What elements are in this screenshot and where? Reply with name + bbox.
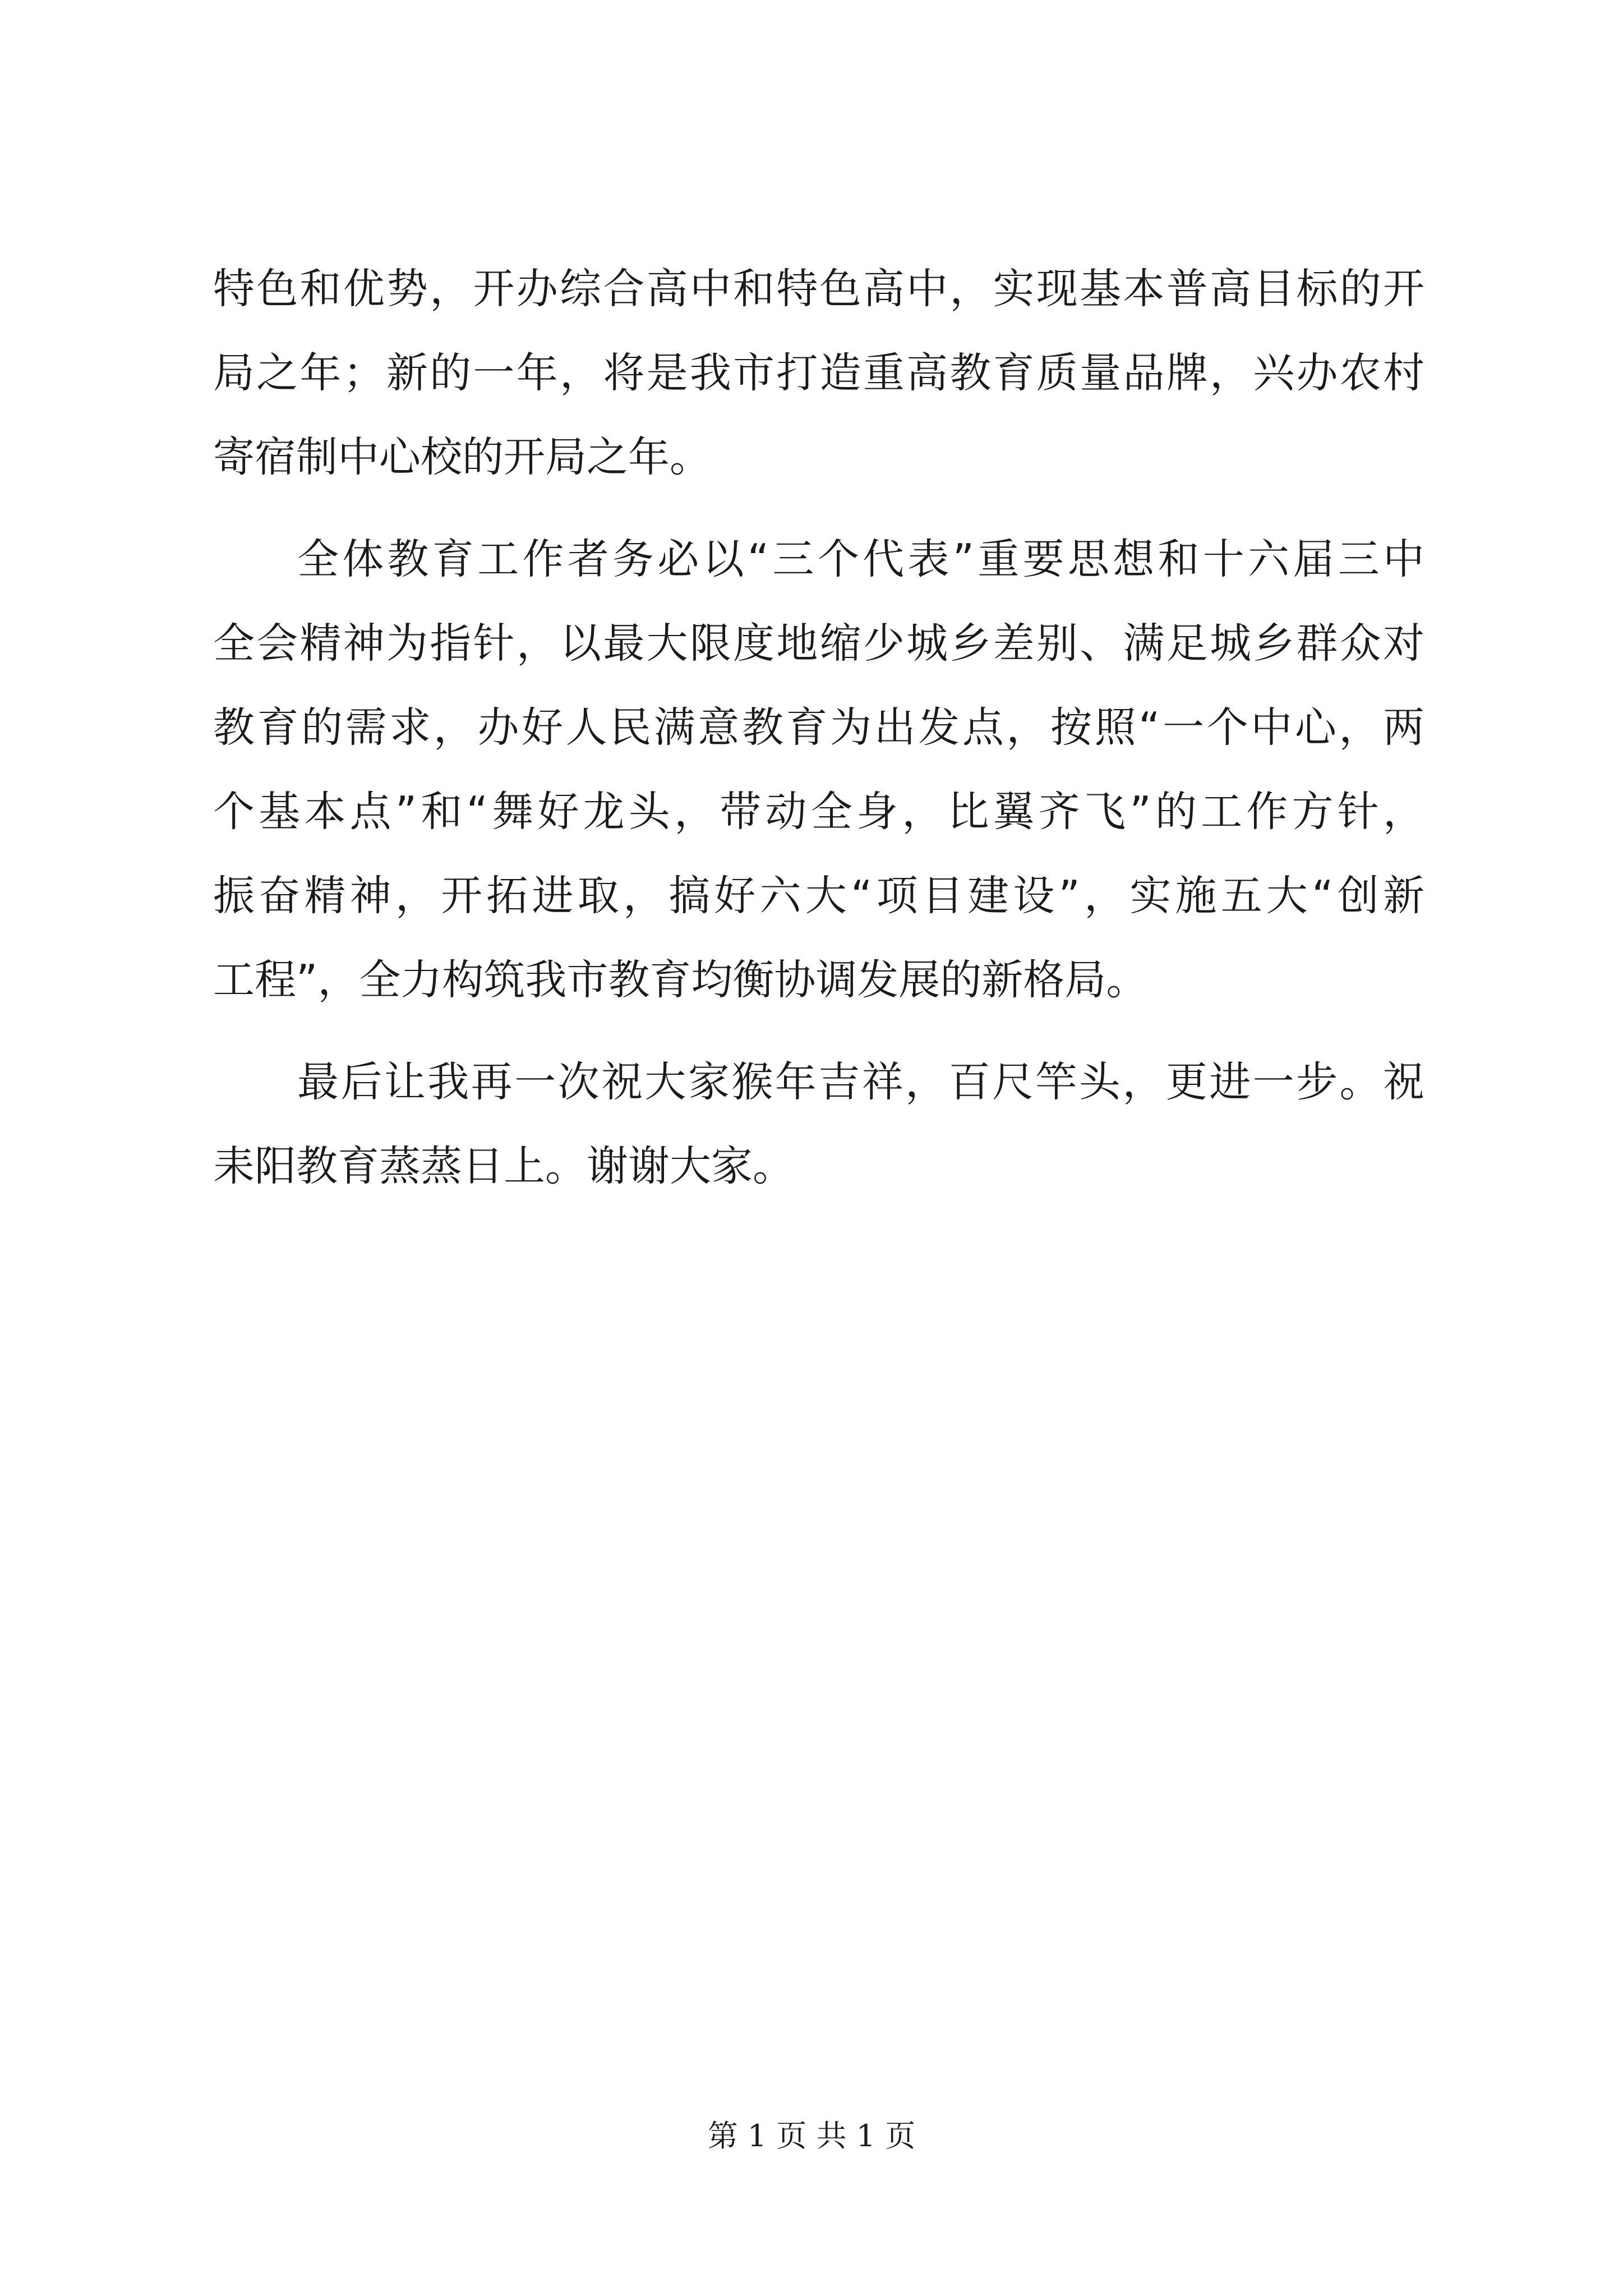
document-body (213, 247, 1424, 1208)
paragraph-1 (213, 247, 1424, 499)
paragraph-line: 最后让我再一次祝大家猴年吉祥，百尺竿头，更进一步。祝 (297, 1058, 1424, 1106)
paragraph-gap (213, 499, 1424, 517)
paragraph-line: 耒阳教育蒸蒸日上。谢谢大家。 (213, 1142, 794, 1190)
paragraph-line: 振奋精神，开拓进取，搞好六大“项目建设”，实施五大“创新 (213, 872, 1424, 920)
paragraph-line: 特色和优势，开办综合高中和特色高中，实现基本普高目标的开 (213, 265, 1424, 313)
paragraph-3 (213, 1040, 1424, 1208)
paragraph-line: 工程”，全力构筑我市教育均衡协调发展的新格局。 (213, 956, 1148, 1004)
paragraph-gap (213, 1022, 1424, 1040)
paragraph-line: 全会精神为指针，以最大限度地缩少城乡差别、满足城乡群众对 (213, 619, 1424, 668)
paragraph-line: 教育的需求，办好人民满意教育为出发点，按照“一个中心，两 (213, 703, 1424, 752)
page-number-footer: 第 1 页 共 1 页 (707, 2118, 916, 2154)
paragraph-line: 全体教育工作者务必以“三个代表”重要思想和十六届三中 (297, 535, 1424, 583)
paragraph-line: 局之年；新的一年，将是我市打造重高教育质量品牌，兴办农村 (213, 349, 1424, 397)
paragraph-line: 寄宿制中心校的开局之年。 (213, 433, 711, 481)
paragraph-2 (213, 517, 1424, 1022)
paragraph-line: 个基本点”和“舞好龙头，带动全身，比翼齐飞”的工作方针， (213, 788, 1424, 836)
